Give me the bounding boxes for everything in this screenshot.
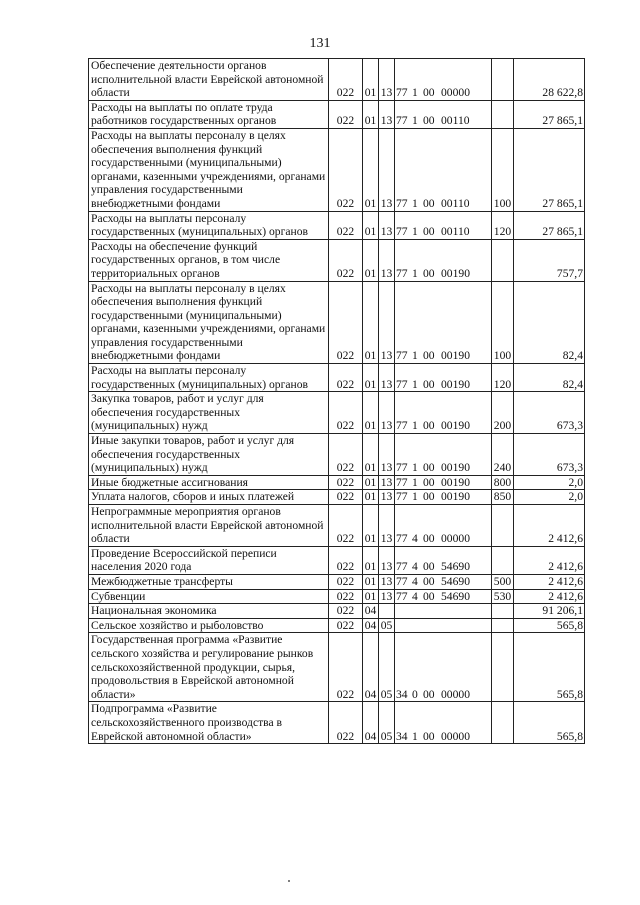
row-subsection-code: 13 (379, 211, 395, 239)
scan-speck (288, 880, 290, 882)
row-name: Межбюджетные трансферты (89, 574, 329, 589)
article-program: 77 (396, 475, 408, 489)
article-program: 77 (396, 490, 408, 504)
row-section-code: 01 (363, 211, 379, 239)
row-expense-type (492, 239, 514, 281)
row-target-article (395, 392, 492, 434)
table-row (89, 618, 585, 633)
row-target-article (395, 475, 492, 490)
row-section-code: 01 (363, 589, 379, 604)
row-target-article (395, 281, 492, 364)
article-program: 77 (396, 266, 408, 280)
article-subprogram: 4 (412, 574, 418, 588)
article-direction: 00 (423, 349, 435, 363)
row-name: Субвенции (89, 589, 329, 604)
row-section-code: 01 (363, 475, 379, 490)
row-target-article (395, 589, 492, 604)
row-target-article (395, 574, 492, 589)
table-row (89, 574, 585, 589)
article-direction: 00 (423, 687, 435, 701)
row-subsection-code: 13 (379, 574, 395, 589)
row-gr-code: 022 (329, 100, 363, 128)
row-amount: 27 865,1 (514, 211, 585, 239)
article-subprogram: 4 (412, 560, 418, 574)
row-name: Государственная программа «Развитие сельского хозяйства и регулирование рынков сельскохозяйственной продукции, сырья, продовольствия в Еврейской автономной области» (89, 633, 329, 702)
article-code: 00110 (441, 196, 470, 210)
row-subsection-code: 05 (379, 618, 395, 633)
row-amount: 565,8 (514, 618, 585, 633)
article-program: 77 (396, 349, 408, 363)
article-program: 77 (396, 574, 408, 588)
table-row (89, 475, 585, 490)
table-row (89, 392, 585, 434)
row-amount: 2,0 (514, 475, 585, 490)
row-subsection-code: 13 (379, 239, 395, 281)
row-expense-type (492, 100, 514, 128)
row-gr-code: 022 (329, 604, 363, 619)
table-row (89, 490, 585, 505)
article-subprogram: 1 (412, 114, 418, 128)
row-expense-type: 530 (492, 589, 514, 604)
article-subprogram: 0 (412, 687, 418, 701)
row-section-code: 01 (363, 239, 379, 281)
table-row (89, 546, 585, 574)
row-amount: 27 865,1 (514, 100, 585, 128)
row-expense-type: 100 (492, 281, 514, 364)
article-code: 00190 (441, 475, 470, 489)
table-row (89, 702, 585, 744)
article-code: 00190 (441, 266, 470, 280)
row-name: Закупка товаров, работ и услуг для обеспечения государственных (муниципальных) нужд (89, 392, 329, 434)
row-target-article (395, 128, 492, 211)
article-subprogram: 1 (412, 86, 418, 100)
row-section-code: 01 (363, 364, 379, 392)
row-section-code: 01 (363, 392, 379, 434)
row-subsection-code: 13 (379, 100, 395, 128)
row-name: Обеспечение деятельности органов исполнительной власти Еврейской автономной области (89, 59, 329, 101)
row-gr-code: 022 (329, 364, 363, 392)
row-name: Расходы на выплаты персоналу в целях обеспечения выполнения функций государственными (муниципальными) органами, казенными учреждениями, органами управления государственными внебюджетными фондами (89, 128, 329, 211)
article-subprogram: 1 (412, 729, 418, 743)
row-subsection-code: 13 (379, 589, 395, 604)
row-expense-type: 500 (492, 574, 514, 589)
table-row (89, 239, 585, 281)
article-subprogram: 1 (412, 349, 418, 363)
row-target-article (395, 59, 492, 101)
article-program: 77 (396, 419, 408, 433)
article-direction: 00 (423, 377, 435, 391)
row-gr-code: 022 (329, 589, 363, 604)
article-program: 77 (396, 114, 408, 128)
row-gr-code: 022 (329, 475, 363, 490)
row-target-article (395, 702, 492, 744)
row-target-article (395, 490, 492, 505)
budget-table (88, 58, 585, 744)
article-code: 00190 (441, 377, 470, 391)
article-direction: 00 (423, 225, 435, 239)
article-code: 00000 (441, 729, 470, 743)
article-direction: 00 (423, 589, 435, 603)
row-target-article (395, 100, 492, 128)
row-expense-type: 200 (492, 392, 514, 434)
row-amount: 2 412,6 (514, 505, 585, 547)
article-subprogram: 1 (412, 225, 418, 239)
article-program: 77 (396, 461, 408, 475)
article-program: 77 (396, 86, 408, 100)
table-row (89, 604, 585, 619)
table-row (89, 434, 585, 476)
row-amount: 757,7 (514, 239, 585, 281)
row-section-code: 01 (363, 434, 379, 476)
article-code: 54690 (441, 574, 470, 588)
article-program: 77 (396, 560, 408, 574)
row-section-code: 01 (363, 281, 379, 364)
row-section-code: 01 (363, 490, 379, 505)
row-subsection-code: 13 (379, 281, 395, 364)
row-subsection-code: 13 (379, 59, 395, 101)
row-subsection-code (379, 604, 395, 619)
row-subsection-code: 13 (379, 546, 395, 574)
article-program: 34 (396, 687, 408, 701)
article-code: 00110 (441, 225, 470, 239)
row-target-article (395, 618, 492, 633)
row-expense-type (492, 505, 514, 547)
article-code: 54690 (441, 560, 470, 574)
row-expense-type: 120 (492, 364, 514, 392)
row-name: Иные закупки товаров, работ и услуг для обеспечения государственных (муниципальных) нужд (89, 434, 329, 476)
row-expense-type (492, 618, 514, 633)
row-name: Непрограммные мероприятия органов исполнительной власти Еврейской автономной области (89, 505, 329, 547)
row-amount: 91 206,1 (514, 604, 585, 619)
row-gr-code: 022 (329, 281, 363, 364)
article-subprogram: 1 (412, 266, 418, 280)
row-gr-code: 022 (329, 128, 363, 211)
row-subsection-code: 13 (379, 505, 395, 547)
row-amount: 2 412,6 (514, 589, 585, 604)
article-direction: 00 (423, 574, 435, 588)
row-gr-code: 022 (329, 211, 363, 239)
row-expense-type (492, 604, 514, 619)
article-direction: 00 (423, 560, 435, 574)
row-subsection-code: 13 (379, 128, 395, 211)
article-code: 00000 (441, 687, 470, 701)
row-section-code: 01 (363, 505, 379, 547)
row-gr-code: 022 (329, 59, 363, 101)
article-direction: 00 (423, 729, 435, 743)
row-gr-code: 022 (329, 618, 363, 633)
row-subsection-code: 13 (379, 475, 395, 490)
article-code: 00190 (441, 490, 470, 504)
article-direction: 00 (423, 461, 435, 475)
row-subsection-code: 05 (379, 702, 395, 744)
page-number: 131 (309, 36, 331, 51)
row-expense-type: 800 (492, 475, 514, 490)
row-section-code: 04 (363, 702, 379, 744)
row-amount: 82,4 (514, 281, 585, 364)
article-subprogram: 1 (412, 196, 418, 210)
article-code: 00000 (441, 532, 470, 546)
row-gr-code: 022 (329, 490, 363, 505)
article-subprogram: 1 (412, 461, 418, 475)
row-amount: 2 412,6 (514, 574, 585, 589)
row-amount: 82,4 (514, 364, 585, 392)
row-gr-code: 022 (329, 434, 363, 476)
article-program: 77 (396, 196, 408, 210)
row-amount: 2,0 (514, 490, 585, 505)
row-amount: 28 622,8 (514, 59, 585, 101)
row-gr-code: 022 (329, 546, 363, 574)
article-program: 77 (396, 589, 408, 603)
table-row (89, 589, 585, 604)
row-subsection-code: 13 (379, 364, 395, 392)
article-program: 77 (396, 532, 408, 546)
article-direction: 00 (423, 475, 435, 489)
article-direction: 00 (423, 266, 435, 280)
row-section-code: 01 (363, 546, 379, 574)
row-gr-code: 022 (329, 702, 363, 744)
row-expense-type (492, 59, 514, 101)
row-expense-type: 120 (492, 211, 514, 239)
article-subprogram: 1 (412, 377, 418, 391)
article-code: 00190 (441, 349, 470, 363)
row-target-article (395, 211, 492, 239)
row-name: Расходы на выплаты персоналу в целях обеспечения выполнения функций государственными (муниципальными) органами, казенными учреждениями, органами управления государственными внебюджетными фондами (89, 281, 329, 364)
row-expense-type (492, 546, 514, 574)
row-subsection-code: 05 (379, 633, 395, 702)
article-subprogram: 4 (412, 589, 418, 603)
article-direction: 00 (423, 532, 435, 546)
row-name: Расходы на обеспечение функций государственных органов, в том числе территориальных органов (89, 239, 329, 281)
row-name: Проведение Всероссийской переписи населения 2020 года (89, 546, 329, 574)
row-amount: 27 865,1 (514, 128, 585, 211)
table-row (89, 211, 585, 239)
row-name: Расходы на выплаты персоналу государственных (муниципальных) органов (89, 211, 329, 239)
article-code: 00110 (441, 114, 470, 128)
row-name: Национальная экономика (89, 604, 329, 619)
row-section-code: 01 (363, 100, 379, 128)
article-program: 77 (396, 377, 408, 391)
row-amount: 565,8 (514, 633, 585, 702)
table-row (89, 505, 585, 547)
table-row (89, 633, 585, 702)
row-target-article (395, 434, 492, 476)
row-gr-code: 022 (329, 574, 363, 589)
row-amount: 673,3 (514, 392, 585, 434)
article-subprogram: 4 (412, 532, 418, 546)
row-section-code: 01 (363, 128, 379, 211)
article-code: 00190 (441, 461, 470, 475)
row-gr-code: 022 (329, 392, 363, 434)
article-direction: 00 (423, 419, 435, 433)
article-subprogram: 1 (412, 490, 418, 504)
row-expense-type (492, 633, 514, 702)
row-subsection-code: 13 (379, 490, 395, 505)
article-direction: 00 (423, 114, 435, 128)
row-subsection-code: 13 (379, 434, 395, 476)
row-name: Расходы на выплаты персоналу государственных (муниципальных) органов (89, 364, 329, 392)
row-section-code: 04 (363, 618, 379, 633)
row-subsection-code: 13 (379, 392, 395, 434)
row-target-article (395, 546, 492, 574)
row-gr-code: 022 (329, 633, 363, 702)
row-name: Сельское хозяйство и рыболовство (89, 618, 329, 633)
article-code: 54690 (441, 589, 470, 603)
row-amount: 565,8 (514, 702, 585, 744)
row-target-article (395, 633, 492, 702)
row-section-code: 04 (363, 604, 379, 619)
row-target-article (395, 364, 492, 392)
row-section-code: 04 (363, 633, 379, 702)
row-target-article (395, 239, 492, 281)
row-expense-type: 850 (492, 490, 514, 505)
article-code: 00000 (441, 86, 470, 100)
row-expense-type: 100 (492, 128, 514, 211)
row-target-article (395, 604, 492, 619)
row-name: Расходы на выплаты по оплате труда работников государственных органов (89, 100, 329, 128)
row-expense-type: 240 (492, 434, 514, 476)
row-gr-code: 022 (329, 239, 363, 281)
row-amount: 2 412,6 (514, 546, 585, 574)
table-row (89, 128, 585, 211)
row-section-code: 01 (363, 59, 379, 101)
article-subprogram: 1 (412, 419, 418, 433)
row-amount: 673,3 (514, 434, 585, 476)
row-target-article (395, 505, 492, 547)
table-row (89, 364, 585, 392)
article-direction: 00 (423, 196, 435, 210)
row-name: Подпрограмма «Развитие сельскохозяйственного производства в Еврейской автономной области» (89, 702, 329, 744)
row-name: Уплата налогов, сборов и иных платежей (89, 490, 329, 505)
row-expense-type (492, 702, 514, 744)
table-row (89, 59, 585, 101)
table-row (89, 281, 585, 364)
article-code: 00190 (441, 419, 470, 433)
article-program: 77 (396, 225, 408, 239)
row-name: Иные бюджетные ассигнования (89, 475, 329, 490)
row-section-code: 01 (363, 574, 379, 589)
row-gr-code: 022 (329, 505, 363, 547)
article-direction: 00 (423, 490, 435, 504)
article-subprogram: 1 (412, 475, 418, 489)
table-row (89, 100, 585, 128)
article-program: 34 (396, 729, 408, 743)
article-direction: 00 (423, 86, 435, 100)
